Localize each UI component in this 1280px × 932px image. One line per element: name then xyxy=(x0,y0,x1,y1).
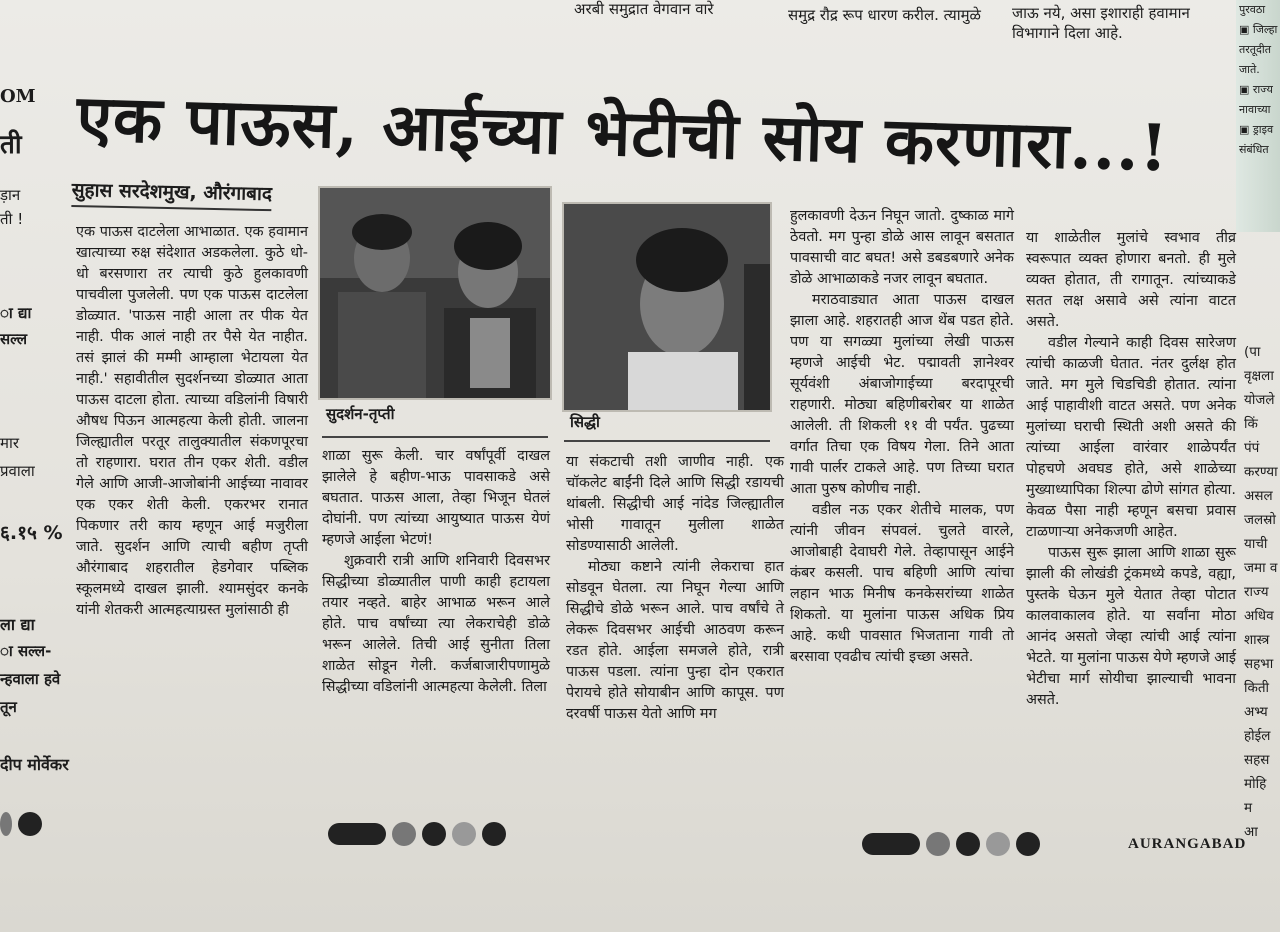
tape-line: तरतूदीत xyxy=(1239,43,1271,56)
tape-line: ▣ जिल्हा xyxy=(1239,23,1278,36)
dot-ornament xyxy=(392,822,416,846)
right-fragment: योजले xyxy=(1244,392,1275,408)
right-fragment: पंपं xyxy=(1244,440,1260,456)
dot-ornament xyxy=(0,812,12,836)
dot-ornament xyxy=(482,822,506,846)
article-column-2 xyxy=(322,446,550,698)
right-fragment: वृक्षला xyxy=(1244,368,1274,384)
clipping-tape-fragment xyxy=(1236,0,1280,232)
right-fragment: किती xyxy=(1244,680,1270,696)
photo-caption-1: सुदर्शन-तृप्ती xyxy=(326,405,395,423)
right-fragment: सहस xyxy=(1244,752,1270,768)
column-paragraph: शुक्रवारी रात्री आणि शनिवारी दिवसभर सिद्धीच्या डोळ्यातील पाणी काही हटायला तयार नव्हते. बाहेर आभाळ भरून आले होते. पाच वर्षांच्या त्या लेकराचेही डोळे भरून आलेले. तिची आई सुनीता तिला शाळेत सोडून गेली. कर्जबाजारीपणामुळे सिद्धीच्या वडिलांनी आत्महत्या केलेली. तिला xyxy=(322,553,550,695)
right-fragment: मोहि xyxy=(1244,776,1267,792)
right-fragment: होईल xyxy=(1244,728,1271,744)
decorative-dots-left xyxy=(0,812,42,836)
right-fragment: अधिव xyxy=(1244,608,1274,624)
article-headline: एक पाऊस, आईच्या भेटीची सोय करणारा...! xyxy=(75,80,1170,187)
right-fragment: असल xyxy=(1244,488,1273,504)
article-column-1 xyxy=(76,222,308,621)
left-fragment: दीप मोर्वेकर xyxy=(0,755,69,774)
left-fragment: तून xyxy=(0,698,17,716)
column-paragraph: मोठ्या कष्टाने त्यांनी लेकराचा हात सोडवून घेतला. त्या निघून गेल्या आणि सिद्धीचे डोळे भरून आले. पाच वर्षांचे ते लेकरू दिवसभर आईची आठवण करून रडत होते. आईला समजले होते, रात्री पाऊस पडला. त्यांना पुन्हा दोन एकरात पेरायचे होते सोयाबीन आणि कापूस. पण दरवर्षी पाऊस येतो आणि मग xyxy=(566,559,784,722)
tape-line: ▣ राज्य xyxy=(1239,83,1273,96)
column-paragraph: शाळा सुरू केली. चार वर्षांपूर्वी दाखल झालेले हे बहीण-भाऊ पावसाकडे असे बघतात. पाऊस आला, तेव्हा भिजून घेतलं दोघांनी. पण त्यांच्या आयुष्यात पाऊस येणं म्हणजे आईला भेटणं! xyxy=(322,448,550,548)
left-fragment: न्हवाला हवे xyxy=(0,670,61,688)
tape-line: पुरवठा xyxy=(1239,3,1266,16)
tape-line: नावाच्या xyxy=(1239,103,1271,116)
tape-line: संबंधित xyxy=(1239,143,1269,156)
tape-line: जाते. xyxy=(1239,63,1260,76)
dot-ornament xyxy=(422,822,446,846)
children-photo-1 xyxy=(320,188,550,398)
edition-city-label: AURANGABAD xyxy=(1128,836,1247,852)
dot-ornament xyxy=(986,832,1010,856)
column-paragraph: पाऊस सुरू झाला आणि शाळा सुरू झाली की लोखंडी ट्रंकमध्ये कपडे, वह्या, पुस्तके घेऊन मुले येतात तेव्हा पोटात कालवाकालव होते. या सर्वांना मोठा आनंद असतो जेव्हा त्यांची आई त्यांना भेटते. या मुलांना पाऊस येणे म्हणजे आई भेटीचा मार्ग सोयीचा झाल्याची भावना असते. xyxy=(1026,545,1236,708)
decorative-dots-middle xyxy=(328,822,506,846)
dot-ornament xyxy=(18,812,42,836)
right-fragment: करण्या xyxy=(1244,464,1278,480)
photo-caption-2: सिद्धी xyxy=(570,413,600,431)
column-paragraph: वडील गेल्याने काही दिवस सारेजण त्यांची काळजी घेतात. नंतर दुर्लक्ष होत जाते. मग मुले चिडचिडी होतात. त्यांना आई पाहावीशी वाटत असते. पण अनेक मुलांच्या घराची स्थिती अशी असते की त्यांच्या आईला वारंवार शाळेपर्यंत पोहचणे अवघड होते, असे शाळेच्या मुख्याध्यापिका शिल्पा ढोणे सांगत होत्या. केवळ पैसा नाही म्हणून बसचा प्रवास टाळणाऱ्या अनेकजणी आहेत. xyxy=(1026,335,1236,540)
left-fragment: ड़ान xyxy=(0,186,21,204)
right-fragment: (पा xyxy=(1244,344,1261,360)
left-fragment: OM xyxy=(0,86,36,107)
right-fragment: जलस्रो xyxy=(1244,512,1276,528)
column-divider xyxy=(564,440,770,442)
photo-siddhi xyxy=(562,202,772,412)
previous-article-strip xyxy=(560,0,1260,48)
right-fragment: अभ्य xyxy=(1244,704,1268,720)
column-paragraph: या संकटाची तशी जाणीव नाही. एक चॉकलेट बाईंनी दिले आणि सिद्धी रडायची थांबली. सिद्धीची आई नांदेड जिल्ह्यातील भोसी गावातून मुलीला शाळेत सोडण्यासाठी आलेली. xyxy=(566,454,784,554)
left-fragment: मार xyxy=(0,434,19,452)
left-fragment: ६.१५ % xyxy=(0,522,63,544)
column-paragraph: या शाळेतील मुलांचे स्वभाव तीव्र स्वरूपात व्यक्त होणारा बनतो. ही मुले व्यक्त होतात, ती रागातून. त्यांच्याकडे सतत लक्ष असावे असे त्यांना वाटत असते. xyxy=(1026,230,1236,330)
strip-text-b: समुद्र रौद्र रूप धारण करील. त्यामुळे xyxy=(788,6,981,24)
strip-text-a: अरबी समुद्रात वेगवान वारे xyxy=(574,0,714,18)
strip-text-c: जाऊ नये, असा इशाराही हवामान xyxy=(1012,4,1190,22)
right-fragment: सहभा xyxy=(1244,656,1274,672)
dot-ornament xyxy=(1016,832,1040,856)
dot-ornament xyxy=(862,833,920,855)
left-fragment: ला द्या xyxy=(0,615,35,634)
decorative-dots-right xyxy=(862,832,1040,856)
article-column-3 xyxy=(566,452,784,725)
right-fragment: आ xyxy=(1244,824,1258,840)
left-fragment: ा द्या xyxy=(0,304,32,322)
column-paragraph: हुलकावणी देऊन निघून जातो. दुष्काळ मागे ठेवतो. मग पुन्हा डोळे आस लावून बसतात पावसाची वाट बघत! असे डबडबणारे अनेक डोळे आभाळाकडे नजर लावून बघतात. xyxy=(790,208,1014,287)
strip-text-d: विभागाने दिला आहे. xyxy=(1012,24,1123,42)
right-fragment: याची xyxy=(1244,536,1268,552)
column-paragraph: मराठवाड्यात आता पाऊस दाखल झाला आहे. शहरातही आज थेंब पडत होते. पण या सगळ्या मुलांच्या लेखी पाऊस म्हणजे आईची भेट. पद्मावती ज्ञानेश्वर सूर्यवंशी अंबाजोगाईच्या बरदापूरची राहणारी. मोठ्या बहिणीबरोबर या शाळेत आलेली. ती शिकली ११ वी पर्यंत. पुढच्या वर्गात तिचा एक विषय गेला. तिने आता गावी पार्लर टाकले आहे. पण तिच्या घरात आता पुरुष कोणीच नाही. xyxy=(790,292,1014,497)
left-fragment: ती ! xyxy=(0,210,24,228)
dot-ornament xyxy=(956,832,980,856)
article-column-4 xyxy=(790,206,1014,668)
right-fragment: म xyxy=(1244,800,1253,816)
photo-sudarshan-trupti xyxy=(318,186,552,400)
right-adjacent-article xyxy=(1244,340,1280,844)
article-column-5 xyxy=(1026,228,1236,711)
children-photo-2 xyxy=(564,204,770,410)
left-fragment: ा सल्ल- xyxy=(0,642,52,660)
left-fragment: प्रवाला xyxy=(0,462,35,480)
article-byline: सुहास सरदेशमुख, औरंगाबाद xyxy=(71,176,272,211)
right-fragment: राज्य xyxy=(1244,584,1269,600)
dot-ornament xyxy=(328,823,386,845)
right-fragment: किं xyxy=(1244,416,1258,432)
column-paragraph: एक पाऊस दाटलेला आभाळात. एक हवामान खात्याच्या रुक्ष संदेशात अडकलेला. कुठे धो-धो बरसणारा तर त्याची कुठे हुलकावणी पाचवीला पुजलेली. पण एक पाऊस दाटलेला डोळ्यात. 'पाऊस नाही आला तर पीक येत नाही. पीक आलं नाही तर पैसे येत नाहीत. तसं झालं की मम्मी आम्हाला भेटायला येत नाही.' सहावीतील सुदर्शनच्या डोळ्यात आता पाऊस दाटला होता. त्याच्या वडिलांनी विषारी औषध पिऊन आत्महत्या केली होती. जालना जिल्ह्यातील परतूर तालुक्यातील संकणपूरचा तो राहणारा. घरात तीन एकर शेती. वडील गेले आणि आजी-आजोबांनी आईच्या नावावर एक एकर शेती केली. एकरभर रानात पिकणार तरी काय म्हणून आई मजुरीला जाते. सुदर्शन आणि त्याची बहीण तृप्ती औरंगाबाद शहरातील हेडगेवार पब्लिक स्कूलमध्ये दाखल झाली. श्यामसुंदर कनके यांनी शेतकरी आत्महत्याग्रस्त मुलांसाठी ही xyxy=(76,224,308,618)
left-fragment: ती xyxy=(0,130,22,160)
right-fragment: जमा व xyxy=(1244,560,1278,576)
left-fragment: सल्ल xyxy=(0,330,28,348)
tape-line: ▣ ड्राइव xyxy=(1239,123,1274,136)
column-divider xyxy=(322,436,548,438)
dot-ornament xyxy=(926,832,950,856)
right-fragment: शास्त्र xyxy=(1244,632,1270,648)
dot-ornament xyxy=(452,822,476,846)
column-paragraph: वडील नऊ एकर शेतीचे मालक, पण त्यांनी जीवन संपवलं. चुलते वारले, आजोबाही देवाघरी गेले. तेव्हापासून आईने कंबर कसली. पाच बहिणी आणि त्यांचा लहान भाऊ मिनीष कनकेसरांच्या शाळेत शिकतो. या मुलांना पाऊस अधिक प्रिय आहे. कधी पावसात भिजताना गावी तो बरसावा एवढीच त्यांची इच्छा असते. xyxy=(790,502,1014,665)
